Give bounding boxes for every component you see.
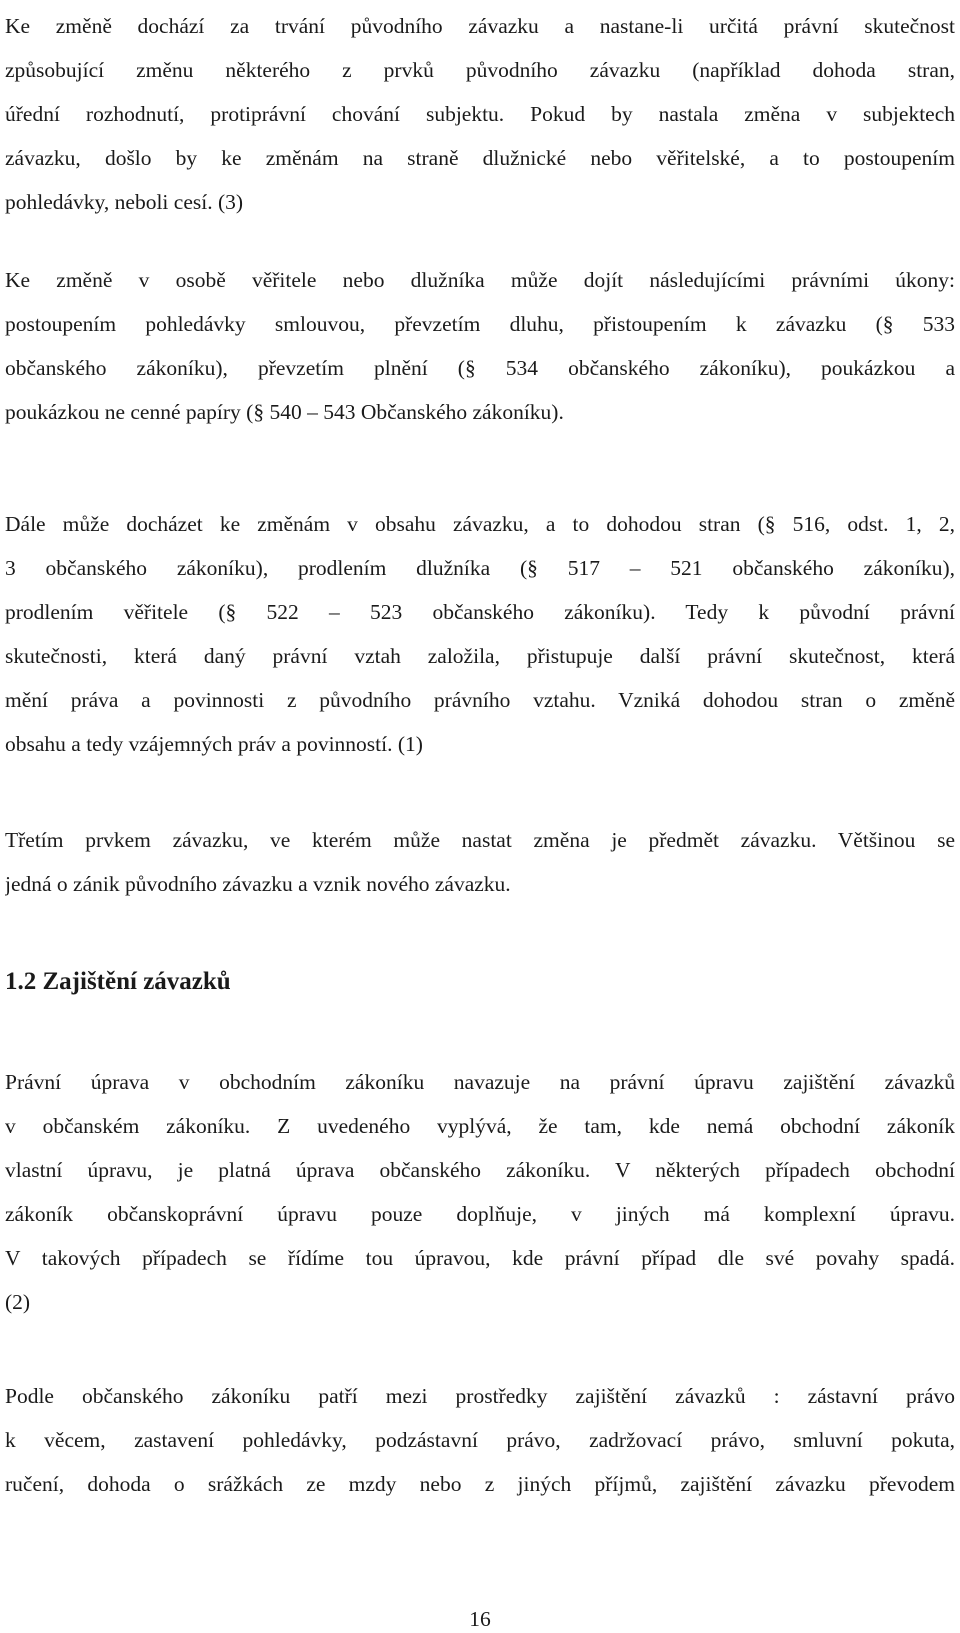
paragraph-3 <box>5 502 955 766</box>
paragraph-line: zákoník občanskoprávní úpravu pouze doplňuje, v jiných má komplexní úpravu. <box>5 1202 955 1226</box>
paragraph-5 <box>5 1060 955 1324</box>
paragraph-line: vlastní úpravu, je platná úprava občanského zákoníku. V některých případech obchodní <box>5 1158 955 1182</box>
paragraph-line: 3 občanského zákoníku), prodlením dlužníka (§ 517 – 521 občanského zákoníku), <box>5 556 955 580</box>
paragraph-line: ručení, dohoda o srážkách ze mzdy nebo z jiných příjmů, zajištění závazku převodem <box>5 1472 955 1496</box>
paragraph-line: způsobující změnu některého z prvků původního závazku (například dohoda stran, <box>5 58 955 82</box>
paragraph-line: úřední rozhodnutí, protiprávní chování subjektu. Pokud by nastala změna v subjektech <box>5 102 955 126</box>
paragraph-line: postoupením pohledávky smlouvou, převzetím dluhu, přistoupením k závazku (§ 533 <box>5 312 955 336</box>
paragraph-line: pohledávky, neboli cesí. (3) <box>5 190 244 214</box>
paragraph-line: Dále může docházet ke změnám v obsahu závazku, a to dohodou stran (§ 516, odst. 1, 2, <box>5 512 955 536</box>
paragraph-line: Podle občanského zákoníku patří mezi prostředky zajištění závazků : zástavní právo <box>5 1384 955 1408</box>
paragraph-line: Třetím prvkem závazku, ve kterém může nastat změna je předmět závazku. Většinou se <box>5 828 955 852</box>
paragraph-line: V takových případech se řídíme tou úpravou, kde právní případ dle své povahy spadá. <box>5 1246 955 1270</box>
paragraph-2 <box>5 258 955 434</box>
paragraph-line: v občanském zákoníku. Z uvedeného vyplývá, že tam, kde nemá obchodní zákoník <box>5 1114 955 1138</box>
paragraph-line: občanského zákoníku), převzetím plnění (§ 534 občanského zákoníku), poukázkou a <box>5 356 955 380</box>
paragraph-line: skutečnosti, která daný právní vztah založila, přistupuje další právní skutečnost, která <box>5 644 955 668</box>
paragraph-1 <box>5 4 955 224</box>
paragraph-line: závazku, došlo by ke změnám na straně dlužnické nebo věřitelské, a to postoupením <box>5 146 955 170</box>
paragraph-line: poukázkou ne cenné papíry (§ 540 – 543 Občanského zákoníku). <box>5 400 564 424</box>
paragraph-line: mění práva a povinnosti z původního právního vztahu. Vzniká dohodou stran o změně <box>5 688 955 712</box>
paragraph-6 <box>5 1374 955 1506</box>
paragraph-line: Ke změně dochází za trvání původního závazku a nastane-li určitá právní skutečnost <box>5 14 955 38</box>
paragraph-line: prodlením věřitele (§ 522 – 523 občanského zákoníku). Tedy k původní právní <box>5 600 955 624</box>
paragraph-line: Právní úprava v obchodním zákoníku navazuje na právní úpravu zajištění závazků <box>5 1070 955 1094</box>
paragraph-line: (2) <box>5 1290 31 1314</box>
paragraph-line: Ke změně v osobě věřitele nebo dlužníka může dojít následujícími právními úkony: <box>5 268 955 292</box>
paragraph-4 <box>5 818 955 906</box>
paragraph-line: jedná o zánik původního závazku a vznik nového závazku. <box>5 872 511 896</box>
paragraph-line: k věcem, zastavení pohledávky, podzástavní právo, zadržovací právo, smluvní pokuta, <box>5 1428 955 1452</box>
page-number: 16 <box>469 1607 491 1631</box>
section-heading: 1.2 Zajištění závazků <box>5 968 231 995</box>
paragraph-line: obsahu a tedy vzájemných práv a povinností. (1) <box>5 732 423 756</box>
